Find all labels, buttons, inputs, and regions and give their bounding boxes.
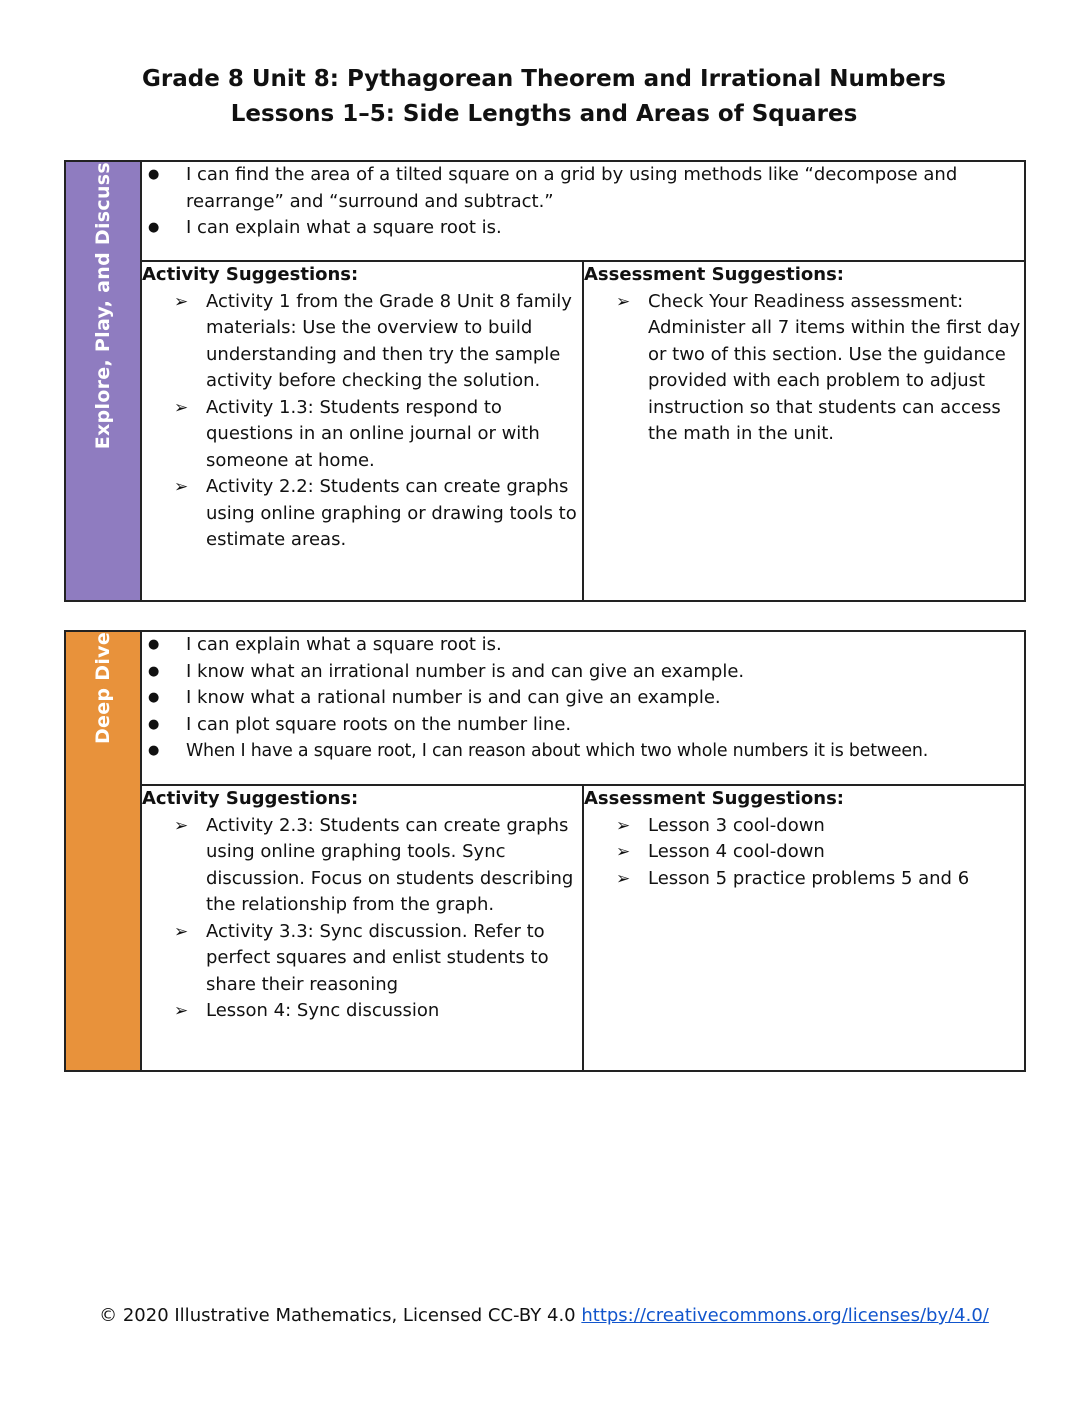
assessment-item: ➢ Lesson 3 cool-down	[584, 813, 1024, 840]
activity-heading: Activity Suggestions:	[142, 264, 359, 285]
goal-item: ● I know what an irrational number is and can give an example.	[142, 659, 1024, 686]
section-label: Explore, Play, and Discuss	[92, 162, 114, 450]
arrow-bullet-icon: ➢	[174, 291, 189, 312]
arrow-bullet-icon: ➢	[174, 397, 189, 418]
bullet-icon: ●	[148, 716, 160, 732]
bullet-icon: ●	[148, 167, 160, 182]
title-line-1: Grade 8 Unit 8: Pythagorean Theorem and Irrational Numbers	[142, 66, 946, 92]
arrow-bullet-icon: ➢	[616, 815, 631, 836]
document-title	[0, 62, 1088, 132]
learning-goals	[141, 631, 1025, 785]
goal-item: ● I can find the area of a tilted square on a grid by using methods like “decompose and rearrange” and “surround and subtract.”	[148, 164, 958, 212]
section-label: Deep Dive	[92, 632, 114, 745]
assessment-heading: Assessment Suggestions:	[584, 264, 844, 285]
bullet-icon: ●	[148, 637, 160, 652]
goal-item: ● I can explain what a square root is.	[142, 215, 1024, 242]
assessment-suggestions	[583, 261, 1025, 601]
arrow-bullet-icon: ➢	[174, 477, 189, 497]
activity-heading: Activity Suggestions:	[142, 788, 359, 809]
bullet-icon: ●	[148, 743, 160, 758]
activity-item: ➢ Activity 3.3: Sync discussion. Refer to perfect squares and enlist students to share their reasoning	[174, 920, 549, 995]
copyright-text: © 2020 Illustrative Mathematics, Licensed CC-BY 4.0	[99, 1305, 576, 1326]
arrow-bullet-icon: ➢	[174, 1001, 189, 1021]
arrow-bullet-icon: ➢	[616, 291, 631, 312]
activity-item: ➢ Activity 2.3: Students can create graphs using online graphing tools. Sync discussion. Focus on students describing the relationship from the graph.	[174, 814, 574, 915]
bullet-icon: ●	[148, 690, 160, 705]
activity-item: ➢ Activity 1.3: Students respond to questions in an online journal or with someone at home.	[174, 396, 540, 471]
assessment-item: ➢ Lesson 4 cool-down	[584, 839, 1024, 866]
section-deep-dive	[64, 630, 1026, 1072]
activity-suggestions	[141, 261, 583, 601]
assessment-suggestions	[583, 785, 1025, 1071]
section-explore-play-discuss	[64, 160, 1026, 602]
assessment-heading: Assessment Suggestions:	[584, 788, 844, 809]
activity-item: ➢ Lesson 4: Sync discussion	[142, 998, 582, 1025]
bullet-icon: ●	[148, 663, 160, 679]
license-link[interactable]: https://creativecommons.org/licenses/by/4.0/	[581, 1305, 989, 1326]
activity-suggestions	[141, 785, 583, 1071]
assessment-item: ➢ Check Your Readiness assessment: Administer all 7 items within the first day or two of this section. Use the guidance provided with each problem to adjust instruction so that students can access the math in the unit.	[616, 290, 1021, 444]
section-label-cell	[65, 161, 141, 601]
arrow-bullet-icon: ➢	[616, 868, 631, 889]
activity-item: ➢ Activity 2.2: Students can create graphs using online graphing or drawing tools to estimate areas.	[174, 476, 577, 550]
assessment-item: ➢ Lesson 5 practice problems 5 and 6	[584, 866, 1024, 893]
arrow-bullet-icon: ➢	[174, 921, 189, 942]
title-line-2: Lessons 1–5: Side Lengths and Areas of Squares	[230, 101, 858, 127]
goal-item: ● I can plot square roots on the number line.	[142, 712, 1024, 739]
goal-item: ● I can explain what a square root is.	[142, 632, 1024, 659]
bullet-icon: ●	[148, 220, 160, 235]
arrow-bullet-icon: ➢	[174, 815, 189, 836]
goal-item: ● When I have a square root, I can reason about which two whole numbers it is between.	[142, 738, 1024, 765]
section-label-cell	[65, 631, 141, 1071]
goal-item: ● I know what a rational number is and can give an example.	[142, 685, 1024, 712]
activity-item: ➢ Activity 1 from the Grade 8 Unit 8 family materials: Use the overview to build understanding and then try the sample activity before checking the solution.	[174, 290, 572, 391]
license-footer	[0, 1305, 1088, 1326]
learning-goals	[141, 161, 1025, 261]
arrow-bullet-icon: ➢	[616, 842, 631, 862]
